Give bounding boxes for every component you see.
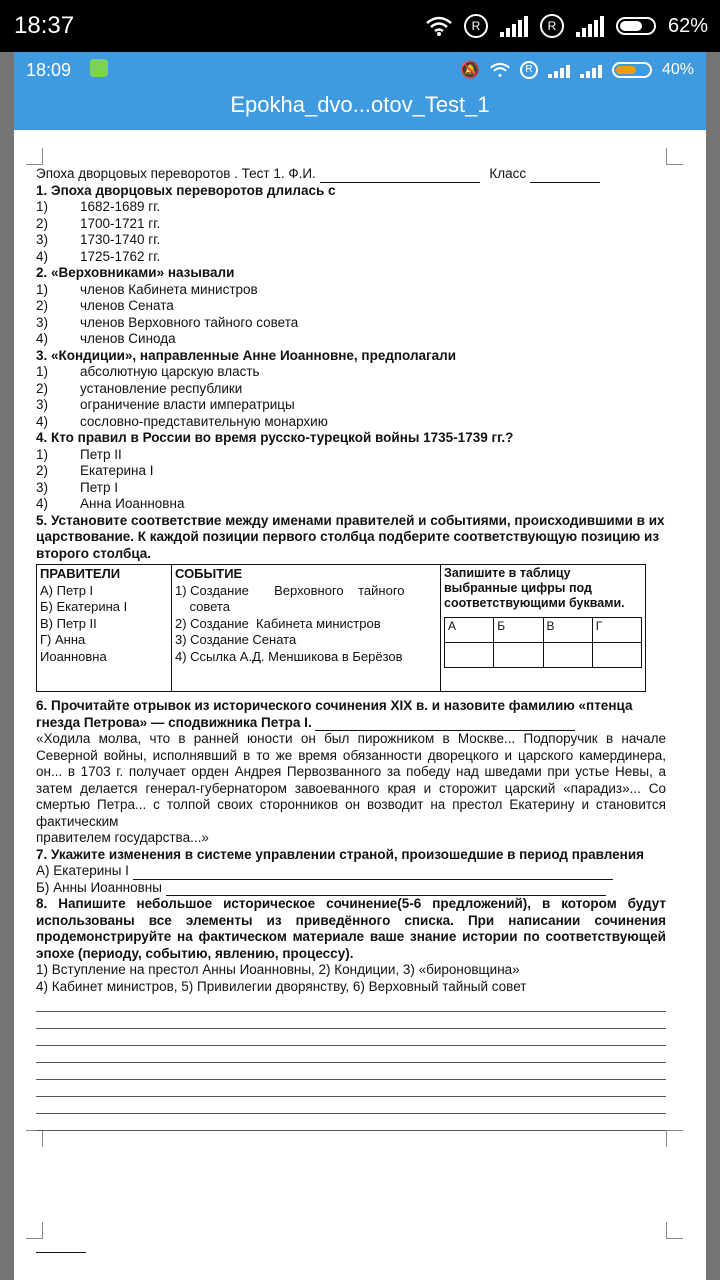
option-text: Петр II	[80, 446, 122, 462]
q3-option	[36, 397, 666, 414]
option-number: 1)	[36, 364, 49, 379]
answer-lines[interactable]	[36, 995, 666, 1131]
q2-option	[36, 315, 666, 332]
option-number: 4)	[36, 413, 49, 429]
document-title: Epokha_dvo...otov_Test_1	[230, 92, 490, 117]
answer-grid[interactable]	[444, 617, 642, 668]
answer-line[interactable]	[36, 1063, 666, 1080]
signal-icon-2	[580, 62, 602, 78]
answer-column	[441, 565, 646, 692]
app-header	[14, 52, 706, 130]
inner-battery-percent: 40%	[661, 61, 694, 78]
grid-letter: В	[543, 618, 592, 643]
q2-option	[36, 331, 666, 348]
rulers-list	[40, 583, 168, 666]
outer-status-bar	[0, 0, 720, 52]
matching-table	[36, 564, 646, 692]
answer-cell-a[interactable]	[445, 643, 494, 668]
option-number: 2)	[36, 298, 49, 313]
q4-option	[36, 480, 666, 497]
option-text: сословно-представительную монархию	[80, 413, 328, 429]
grid-letter: А	[445, 618, 494, 643]
events-header: СОБЫТИЕ	[175, 566, 243, 581]
answer-line[interactable]	[36, 1114, 666, 1131]
q4-option	[36, 463, 666, 480]
answer-line[interactable]	[36, 1080, 666, 1097]
q1-option	[36, 249, 666, 266]
question-3-options	[36, 364, 666, 430]
event-item: совета	[175, 599, 230, 614]
q4-option	[36, 496, 666, 513]
mute-icon: 🔕	[460, 62, 480, 79]
ruler-item: А) Петр I	[40, 582, 94, 598]
question-6: 6. Прочитайте отрывок из исторического сочинения XIX в. и назовите фамилию «птенца гнезда Петрова» — сподвижника Петра I.	[36, 698, 633, 730]
ruler-item: Иоанновна	[40, 648, 107, 664]
app-notification-icon	[90, 59, 108, 77]
event-item: 1) Создание Верховного тайного	[175, 582, 405, 598]
wifi-icon	[426, 16, 452, 36]
option-text: Анна Иоанновна	[80, 496, 185, 511]
answer-instruction: Запишите в таблицу выбранные цифры под соответствующими буквами.	[444, 566, 625, 610]
grid-letter: Б	[494, 618, 543, 643]
roaming-icon: R	[520, 61, 538, 79]
question-2: 2. «Верховниками» называли	[36, 265, 235, 280]
next-page	[14, 1170, 706, 1280]
rulers-column	[37, 565, 172, 692]
test-header-line: Эпоха дворцовых переворотов . Тест 1. Ф.И. Класс	[36, 166, 666, 183]
battery-icon	[616, 17, 656, 35]
option-number: 2)	[36, 215, 49, 231]
question-4: 4. Кто правил в России во время русско-турецкой войны 1735-1739 гг.?	[36, 430, 514, 445]
q3-option	[36, 381, 666, 398]
option-number: 1)	[36, 199, 49, 214]
answer-cell-b[interactable]	[494, 643, 543, 668]
q1-option	[36, 199, 666, 216]
option-text: ограничение власти императрицы	[80, 397, 295, 412]
signal-icon-2	[576, 15, 604, 37]
answer-line[interactable]	[36, 1029, 666, 1046]
footer-line	[36, 1252, 86, 1253]
option-number: 3)	[36, 479, 49, 495]
option-number: 1)	[36, 446, 49, 462]
rulers-header: ПРАВИТЕЛИ	[40, 566, 121, 581]
option-text: членов Верховного тайного совета	[80, 314, 299, 330]
question-7-a: А) Екатерины I	[36, 863, 666, 880]
q3-option	[36, 414, 666, 431]
option-text: Петр I	[80, 479, 118, 495]
option-number: 3)	[36, 397, 49, 412]
grid-letter: Г	[592, 618, 641, 643]
crop-mark	[666, 1222, 683, 1239]
question-6-excerpt-tail: правителем государства...»	[36, 830, 209, 845]
ruler-item: Г) Анна	[40, 632, 86, 647]
q2-option	[36, 298, 666, 315]
battery-icon	[612, 62, 652, 78]
document-page[interactable]	[14, 130, 706, 1170]
crop-mark	[666, 1130, 683, 1147]
option-text: членов Синода	[80, 331, 176, 346]
event-item: 4) Ссылка А.Д. Меншикова в Берёзов	[175, 648, 403, 664]
crop-mark	[666, 148, 683, 165]
option-text: абсолютную царскую власть	[80, 364, 260, 379]
option-text: 1725-1762 гг.	[80, 248, 161, 264]
q2-option	[36, 282, 666, 299]
wifi-icon	[490, 62, 510, 78]
option-number: 1)	[36, 281, 49, 297]
option-number: 3)	[36, 314, 49, 330]
option-text: установление республики	[80, 380, 243, 396]
option-text: 1730-1740 гг.	[80, 232, 161, 247]
events-list	[175, 583, 437, 666]
events-column	[172, 565, 441, 692]
question-1-options	[36, 199, 666, 265]
option-number: 4)	[36, 331, 49, 346]
option-text: членов Кабинета министров	[80, 281, 258, 297]
q4-option	[36, 447, 666, 464]
question-7-b: Б) Анны Иоанновны	[36, 880, 666, 897]
question-7: 7. Укажите изменения в системе управлении страной, произошедшие в период правления	[36, 846, 645, 862]
inner-status-icons	[460, 60, 694, 80]
crop-mark	[26, 1130, 43, 1147]
option-number: 4)	[36, 248, 49, 264]
event-item: 2) Создание Кабинета министров	[175, 615, 381, 631]
inner-status-time: 18:09	[26, 60, 72, 80]
question-2-options	[36, 282, 666, 348]
option-number: 4)	[36, 496, 49, 511]
event-item: 3) Создание Сената	[175, 632, 297, 647]
question-8-list-1: 1) Вступление на престол Анны Иоанновны, 2) Кондиции, 3) «бироновщина»	[36, 962, 520, 977]
question-5: 5. Установите соответствие между именами правителей и событиями, происходившими в их царствование. К каждой позиции первого столбца подберите соответствующую позицию из второго столбца.	[36, 512, 665, 561]
question-6-excerpt: «Ходила молва, что в ранней юности он был пирожником в Москве... Подпоручик в начале Северной войны, исполнявший в то же время обязанности дворецкого и царского камердинера, он... в 1703 г. получает орден Андрея Первозванного за победу над шведами при устье Невы, а затем делается генерал-губернатором завоеванного края и сторожит царский «парадиз»... Со смертью Петра... с толпой своих сторонников он возводит на престол Екатерину и становится фактическим	[36, 731, 666, 829]
question-8: 8. Напишите небольшое историческое сочинение(5-6 предложений), в котором будут использованы все элементы из приведённого списка. При написании сочинения продемонстрируйте на фактическом материале ваше знание истории по соответствующей эпохе (периоду, событию, явлению, процессу).	[36, 896, 666, 961]
document-content	[36, 166, 666, 1131]
signal-icon	[500, 15, 528, 37]
q1-option	[36, 216, 666, 233]
option-text: Екатерина I	[80, 463, 154, 478]
ruler-item: В) Петр II	[40, 615, 97, 631]
roaming-icon-2: R	[540, 14, 564, 38]
question-1: 1. Эпоха дворцовых переворотов длилась с	[36, 182, 336, 198]
inner-screenshot	[14, 52, 706, 1280]
crop-mark	[26, 1222, 43, 1239]
question-4-options	[36, 447, 666, 513]
q3-option	[36, 364, 666, 381]
outer-battery-percent: 62%	[667, 14, 708, 37]
answer-cell-g[interactable]	[592, 643, 641, 668]
question-3: 3. «Кондиции», направленные Анне Иоанновне, предполагали	[36, 347, 457, 363]
answer-cell-v[interactable]	[543, 643, 592, 668]
option-number: 2)	[36, 463, 49, 478]
option-number: 3)	[36, 232, 49, 247]
question-8-list-2: 4) Кабинет министров, 5) Привилегии дворянству, 6) Верховный тайный совет	[36, 978, 527, 994]
answer-line[interactable]	[36, 1097, 666, 1114]
option-number: 2)	[36, 380, 49, 396]
roaming-icon: R	[464, 14, 488, 38]
signal-icon	[548, 62, 570, 78]
ruler-item: Б) Екатерина I	[40, 599, 128, 614]
option-text: членов Сената	[80, 298, 174, 313]
answer-line[interactable]	[36, 995, 666, 1012]
q1-option	[36, 232, 666, 249]
answer-line[interactable]	[36, 1012, 666, 1029]
answer-line[interactable]	[36, 1046, 666, 1063]
crop-mark	[26, 148, 43, 165]
option-text: 1682-1689 гг.	[80, 199, 161, 214]
outer-status-time: 18:37	[14, 12, 75, 39]
option-text: 1700-1721 гг.	[80, 215, 161, 231]
